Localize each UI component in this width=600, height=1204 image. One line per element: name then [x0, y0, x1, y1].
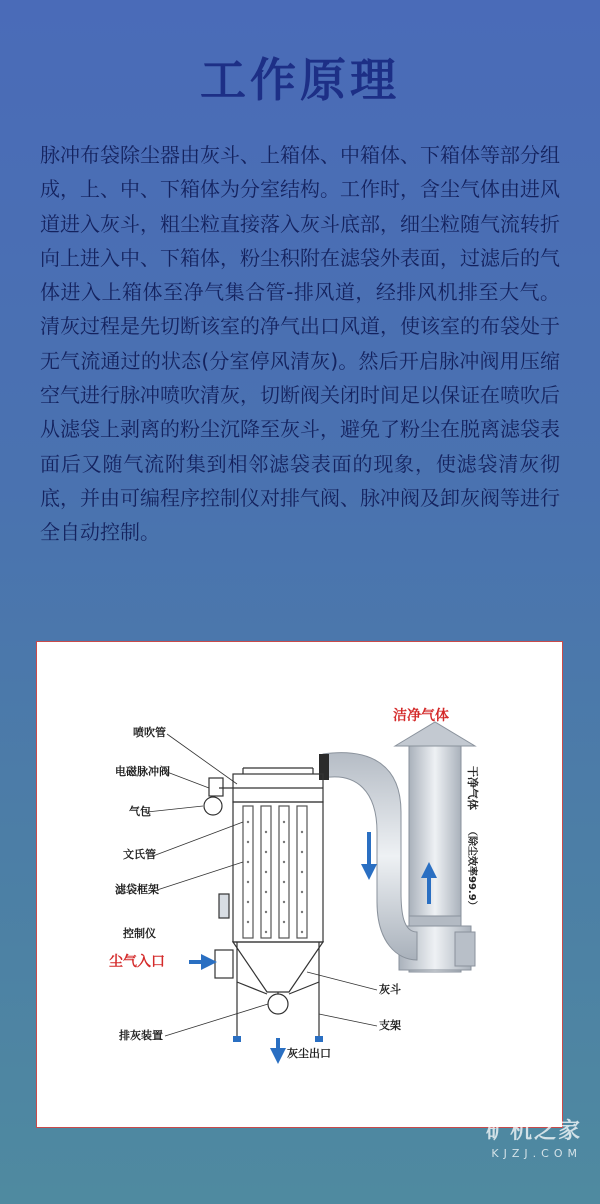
dust-collector-diagram	[36, 641, 563, 1128]
label-blow-pipe: 喷吹管	[133, 726, 166, 739]
label-efficiency: （除尘效率99.9）	[466, 826, 477, 911]
label-controller: 控制仪	[123, 927, 156, 940]
label-venturi: 文氏管	[123, 848, 156, 861]
collector-body	[204, 768, 323, 1038]
label-bag-frame: 滤袋框架	[115, 883, 159, 896]
label-dry-clean-gas: 干净气体	[466, 766, 479, 810]
watermark-main: 矿机之家	[485, 1119, 582, 1144]
label-solenoid-valve: 电磁脉冲阀	[115, 765, 170, 778]
left-foot	[233, 1036, 241, 1042]
watermark	[486, 1114, 582, 1160]
page-title: 工作原理	[200, 53, 400, 107]
label-dust-outlet: 灰尘出口	[287, 1047, 331, 1060]
label-clean-gas: 洁净气体	[393, 708, 449, 724]
watermark-sub: KJZJ.COM	[491, 1147, 582, 1160]
right-foot	[315, 1036, 323, 1042]
label-air-bag: 气包	[129, 805, 151, 818]
label-hopper: 灰斗	[379, 983, 401, 996]
description-paragraph: 脉冲布袋除尘器由灰斗、上箱体、中箱体、下箱体等部分组成，上、中、下箱体为分室结构。工作时，含尘气体由进风道进入灰斗，粗尘粒直接落入灰斗底部，细尘粒随气流转折向上进入中、下箱体，粉尘积附在滤袋外表面，过滤后的气体进入上箱体至净气集合管-排风道，经排风机排至大气。 清灰过程是先切断该室的净气出口风道，使该室的布袋处于无气流通过的状态(分室停风清灰)。然后开启脉冲阀用压缩空气进行脉冲喷吹清灰，切断阀关闭时间足以保证在喷吹后从滤袋上剥离的粉尘沉降至灰斗，避免了粉尘在脱离滤袋表面后又随气流附集到相邻滤袋表面的现象，使滤袋清灰彻底，并由可编程序控制仪对排气阀、脉冲阀及卸灰阀等进行全自动控制。	[40, 143, 560, 545]
label-discharge-device: 排灰装置	[119, 1029, 163, 1042]
leader-lines	[147, 734, 377, 1036]
filter-bag-pattern	[247, 821, 303, 933]
label-support: 支架	[379, 1019, 401, 1032]
label-inlet: 尘气入口	[109, 954, 165, 970]
